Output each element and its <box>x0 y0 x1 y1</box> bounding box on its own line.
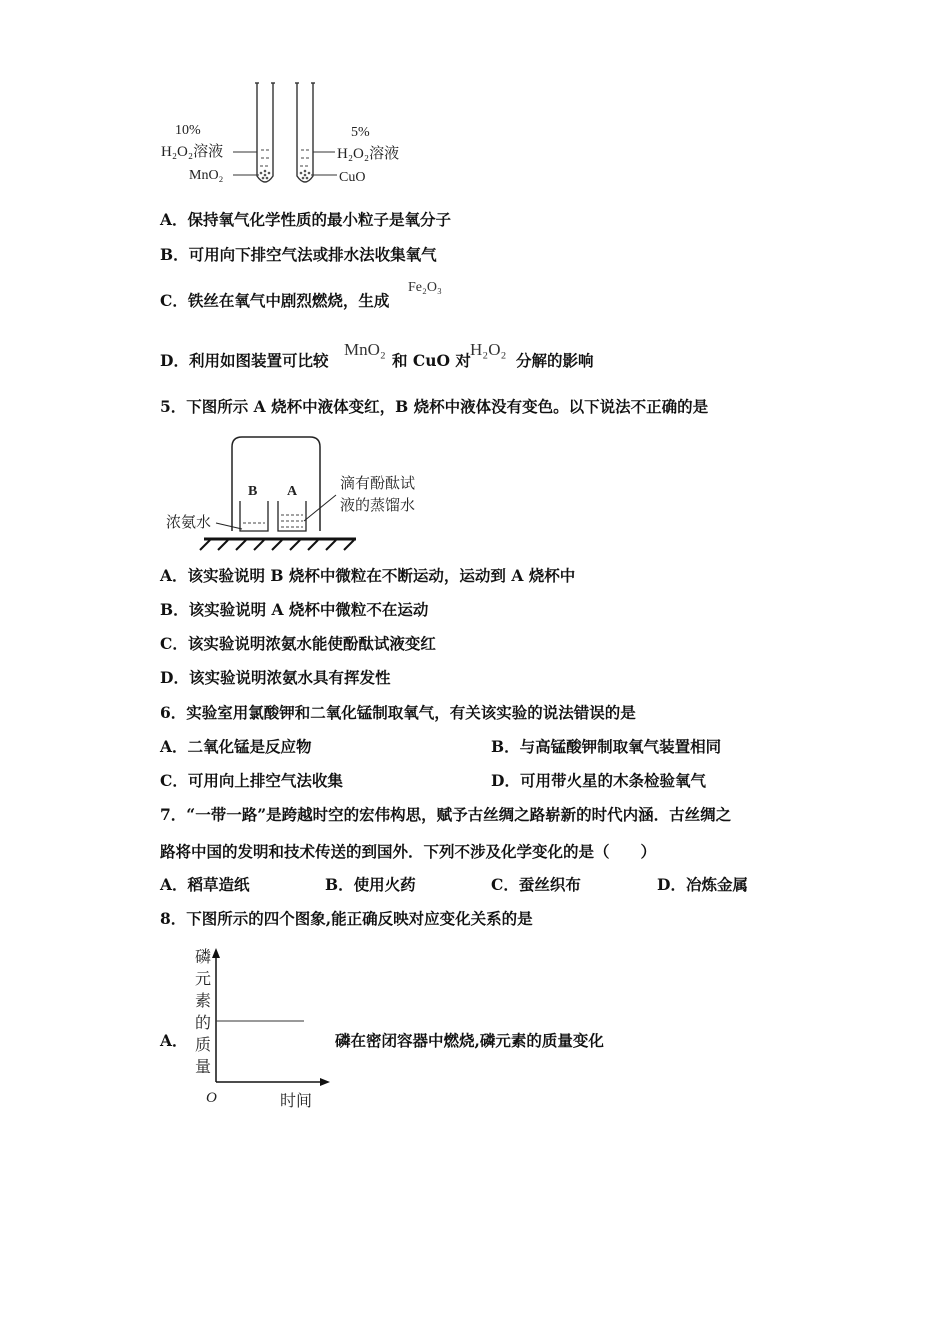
q4-option-d-post: 分解的影响 <box>516 351 594 370</box>
q6-option-c: C．可用向上排空气法收集 <box>160 771 343 790</box>
q7-option-c: C．蚕丝织布 <box>491 875 581 894</box>
right-solution-label: H₂O₂溶液 <box>337 146 400 162</box>
left-test-tube <box>255 83 275 182</box>
q5-option-b: B．该实验说明 A 烧杯中微粒不在运动 <box>160 600 429 619</box>
q4-option-b: B．可用向下排空气法或排水法收集氧气 <box>160 245 437 264</box>
y-label-char-6: 量 <box>195 1059 212 1076</box>
y-label-char-2: 元 <box>195 971 212 988</box>
y-label-char-1: 磷 <box>195 949 212 966</box>
q6-stem: 6．实验室用氯酸钾和二氧化锰制取氧气，有关该实验的说法错误的是 <box>160 703 636 722</box>
left-solution-label: H₂O₂溶液 <box>161 144 224 160</box>
origin-label: O <box>206 1090 217 1106</box>
q6-option-d: D．可用带火星的木条检验氧气 <box>491 771 706 790</box>
q4-option-c-text: C．铁丝在氧气中剧烈燃烧，生成 <box>160 291 390 310</box>
beaker-b <box>240 501 268 531</box>
q6-option-b: B．与高锰酸钾制取氧气装置相同 <box>491 737 722 756</box>
q7-option-a: A．稻草造纸 <box>160 875 250 894</box>
q4-option-a: A．保持氧气化学性质的最小粒子是氧分子 <box>160 210 452 229</box>
x-axis-label: 时间 <box>280 1093 313 1110</box>
right-concentration: 5% <box>351 125 370 140</box>
q5-option-c: C．该实验说明浓氨水能使酚酞试液变红 <box>160 634 436 653</box>
q5-option-a: A．该实验说明 B 烧杯中微粒在不断运动，运动到 A 烧杯中 <box>160 566 576 585</box>
q8-stem: 8．下图所示的四个图象,能正确反映对应变化关系的是 <box>160 909 533 928</box>
q4-option-c <box>160 291 389 311</box>
left-catalyst-label: MnO₂ <box>189 168 224 183</box>
q4-fe2o3-formula: Fe₂O₃ <box>408 280 442 295</box>
q7-stem-line1: 7．“一带一路”是跨越时空的宏伟构思，赋予古丝绸之路崭新的时代内涵．古丝绸之 <box>160 805 732 824</box>
q4-option-d-pre: D．利用如图装置可比较 <box>160 351 329 370</box>
q5-stem: 5．下图所示 A 烧杯中液体变红，B 烧杯中液体没有变色。以下说法不正确的是 <box>160 397 709 416</box>
q5-option-d: D．该实验说明浓氨水具有挥发性 <box>160 668 391 687</box>
q4-option-d-mid: 和 CuO 对 <box>392 351 471 370</box>
q8-option-a-desc: 磷在密闭容器中燃烧,磷元素的质量变化 <box>335 1031 604 1050</box>
phenolphthalein-label-1: 滴有酚酞试 <box>340 474 416 492</box>
bell-jar <box>232 437 320 531</box>
right-catalyst-label: CuO <box>339 170 366 185</box>
beaker-a-label: A <box>287 484 298 499</box>
q7-stem-line2: 路将中国的发明和技术传送的到国外．下列不涉及化学变化的是（ ） <box>160 842 657 861</box>
q8-option-a-letter: A． <box>160 1031 188 1050</box>
beaker-figure <box>160 433 430 553</box>
q6-option-a: A．二氧化锰是反应物 <box>160 737 312 756</box>
right-test-tube <box>295 83 315 182</box>
phosphorus-mass-graph <box>190 942 340 1114</box>
y-label-char-3: 素 <box>195 993 212 1010</box>
x-axis-arrow <box>320 1078 330 1086</box>
left-concentration: 10% <box>175 123 201 138</box>
q4-mno2-formula: MnO₂ <box>344 340 386 359</box>
y-label-char-4: 的 <box>195 1015 212 1032</box>
phenolphthalein-label-2: 液的蒸馏水 <box>340 496 416 514</box>
beaker-b-label: B <box>248 484 258 499</box>
test-tube-figure <box>155 78 425 193</box>
q4-option-d <box>160 351 328 371</box>
q7-option-d: D．冶炼金属 <box>657 875 748 894</box>
ammonia-label: 浓氨水 <box>166 513 212 531</box>
q7-option-b: B．使用火药 <box>325 875 416 894</box>
q4-h2o2-formula: H₂O₂ <box>470 340 507 359</box>
y-label-char-5: 质 <box>195 1037 212 1054</box>
y-axis-arrow <box>212 948 220 958</box>
